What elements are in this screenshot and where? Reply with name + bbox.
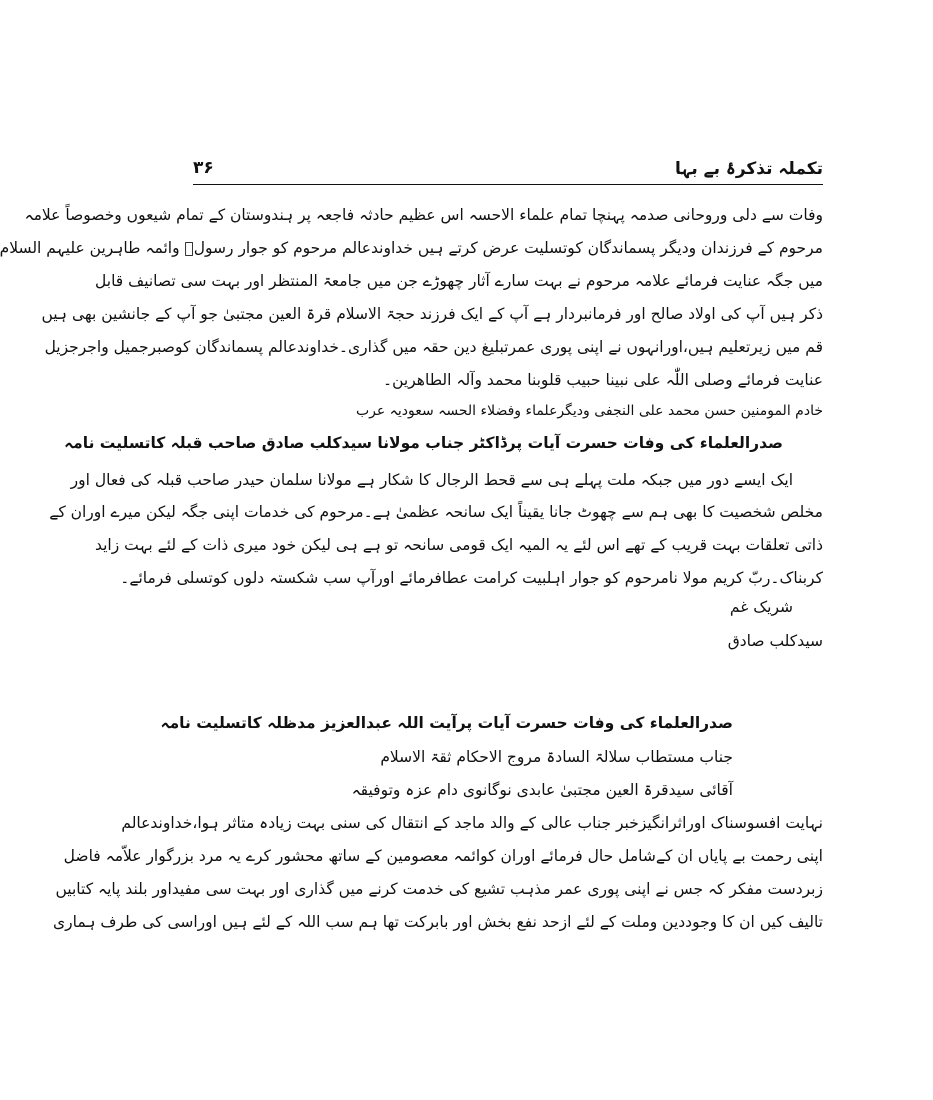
signature-name: سیدکلب صادق	[727, 632, 823, 650]
page-header	[193, 158, 823, 185]
signature-line: خادم المومنین حسن محمد علی النجفی ودیگرعلماء وفضلاء الحسہ سعودیہ عرب	[355, 403, 823, 419]
text-line: ذاتی تعلقات بہت قریب کے تھے اس لئے یہ المیہ ایک قومی سانحہ تو ہے ہی لیکن خود میری ذات کے لئے بہت زاید	[94, 536, 823, 554]
text-line: زبردست مفکر کہ جس نے اپنی پوری عمر مذہب تشیع کی خدمت کرنے میں گذاری اور بہت سی مفیداور بلند پایہ کتابیں	[55, 880, 823, 898]
text-line: تالیف کیں ان کا وجوددین وملت کے لئے ازحد نفع بخش اور بابرکت تھا ہم سب اللہ کے لئے ہیں اوراسی کی طرف ہماری	[53, 913, 823, 931]
closing-text: شریک غم	[729, 598, 793, 616]
text-line: عنایت فرمائے وصلی اللّٰہ علی نبینا حبیب قلوبنا محمد وآلہ الطاھرین۔	[383, 371, 823, 389]
text-line: کربناک۔ربّ کریم مولا نامرحوم کو جوار اہلبیت کرامت عطافرمائے اورآپ سب شکستہ دلوں کوتسلی فرمائے۔	[120, 569, 823, 587]
text-line: ایک ایسے دور میں جبکہ ملت پہلے ہی سے قحط الرجال کا شکار ہے مولانا سلمان حیدر صاحب قبلہ کی فعال اور	[70, 471, 793, 489]
page-number: ۳۶	[193, 158, 214, 178]
text-line: میں جگہ عنایت فرمائے علامہ مرحوم نے بہت سارے آثار چھوڑے جن میں جامعۃ المنتظر اور بہت سی تصانیف قابل	[95, 272, 823, 290]
running-title: تکملہ تذکرۂ بے بہا	[674, 159, 823, 179]
text-line: اپنی رحمت بے پایاں ان کےشامل حال فرمائے اوران کوائمہ معصومین کے ساتھ محشور کرے یہ مرد بزرگوار علاّمہ فاضل	[63, 847, 823, 865]
text-line: قم میں زیرتعلیم ہیں،اورانہوں نے اپنی پوری عمرتبلیغ دین حقہ میں گذاری۔خداوندعالم پسماندگان کوصبرجمیل واجرجزیل	[44, 338, 823, 356]
text-line: مخلص شخصیت کا بھی ہم سے چھوٹ جانا یقیناً ایک سانحہ عظمیٰ ہے۔مرحوم کی خدمات اپنی جگہ لیکن میرے اوران کے	[49, 503, 823, 521]
text-line: ذکر ہیں آپ کی اولاد صالح اور فرمانبردار ہے آپ کے ایک فرزند حجۃ الاسلام قرۃ العین مجتبیٰ جو آپ کے جانشین بھی ہیں	[41, 305, 823, 323]
section-heading: صدرالعلماء کی وفات حسرت آیات پرڈاکٹر جناب مولانا سیدکلب صادق صاحب قبلہ کاتسلیت نامہ	[64, 434, 783, 452]
address-line: آقائی سیدقرۃ العین مجتبیٰ عابدی نوگانوی دام عزہ وتوفیقہ	[351, 781, 733, 799]
text-line: نہایت افسوسناک اوراثرانگیزخبر جناب عالی کے والد ماجد کے انتقال کی سنی بہت زیادہ متاثر ہوا،خداوندعالم	[121, 814, 823, 832]
section-heading: صدرالعلماء کی وفات حسرت آیات پرآیت اللہ عبدالعزیز مدظلہ کاتسلیت نامہ	[160, 714, 733, 732]
text-line: مرحوم کے فرزندان ودیگر پسماندگان کوتسلیت عرض کرتے ہیں خداوندعالم مرحوم کو جوار رسولؐ وائمہ طاہرین علیہم السلام	[0, 239, 823, 257]
address-line: جناب مستطاب سلالۃ السادۃ مروج الاحکام ثقۃ الاسلام	[380, 748, 733, 766]
text-line: وفات سے دلی وروحانی صدمہ پہنچا تمام علماء الاحسہ اس عظیم حادثہ فاجعہ پر ہندوستان کے تمام شیعوں وخصوصاً علامہ	[24, 206, 823, 224]
